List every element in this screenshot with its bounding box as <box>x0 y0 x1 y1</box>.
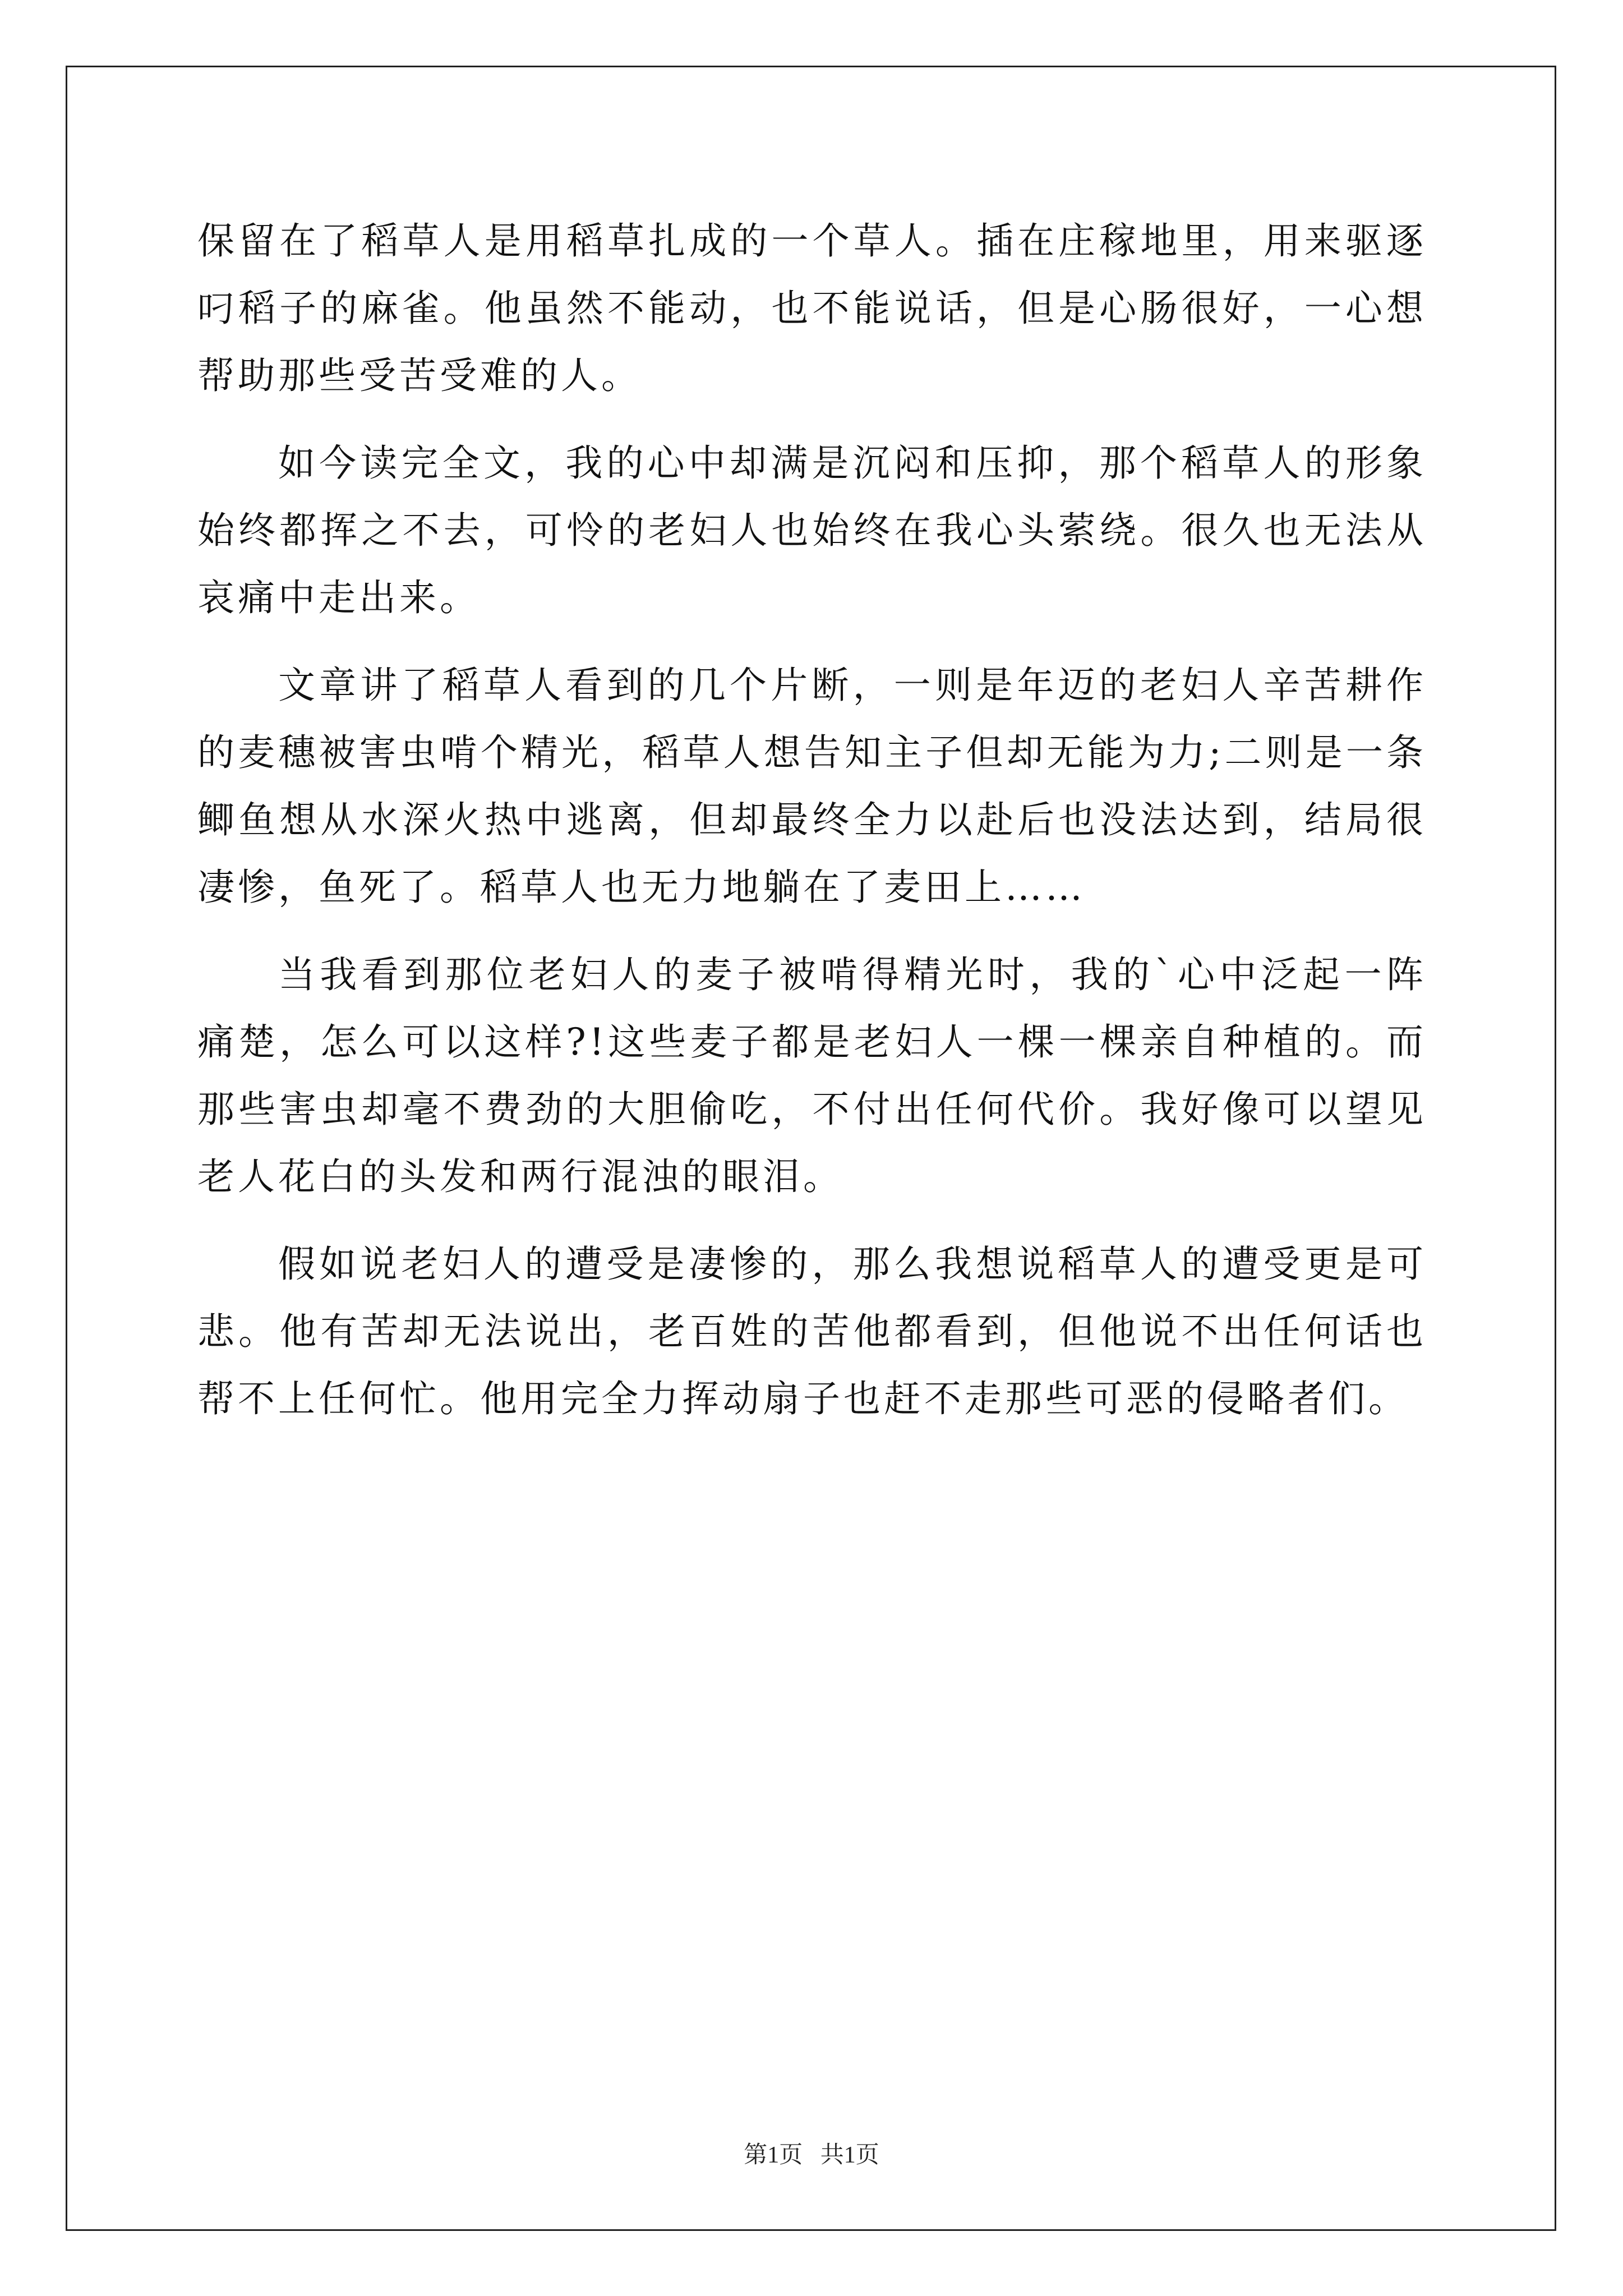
paragraph-2: 如今读完全文，我的心中却满是沉闷和压抑，那个稻草人的形象始终都挥之不去，可怜的老妇人也始终在我心头萦绕。很久也无法从哀痛中走出来。 <box>197 441 1427 619</box>
page-footer: 第1页 共1页 <box>744 2142 879 2168</box>
paragraph-3: 文章讲了稻草人看到的几个片断，一则是年迈的老妇人辛苦耕作的麦穗被害虫啃个精光，稻草人想告知主子但却无能为力;二则是一条鲫鱼想从水深火热中逃离，但却最终全力以赴后也没法达到，结局很凄惨，鱼死了。稻草人也无力地躺在了麦田上…… <box>197 664 1427 909</box>
paragraph-4: 当我看到那位老妇人的麦子被啃得精光时，我的`心中泛起一阵痛楚，怎么可以这样?!这些麦子都是老妇人一棵一棵亲自种植的。而那些害虫却毫不费劲的大胆偷吃，不付出任何代价。我好像可以望见老人花白的头发和两行混浊的眼泪。 <box>197 953 1427 1198</box>
document-body <box>197 208 1427 1453</box>
paragraph-5: 假如说老妇人的遭受是凄惨的，那么我想说稻草人的遭受更是可悲。他有苦却无法说出，老百姓的苦他都看到，但他说不出任何话也帮不上任何忙。他用完全力挥动扇子也赶不走那些可恶的侵略者们。 <box>197 1243 1427 1420</box>
paragraph-1: 保留在了稻草人是用稻草扎成的一个草人。插在庄稼地里，用来驱逐叼稻子的麻雀。他虽然不能动，也不能说话，但是心肠很好，一心想帮助那些受苦受难的人。 <box>197 219 1427 397</box>
